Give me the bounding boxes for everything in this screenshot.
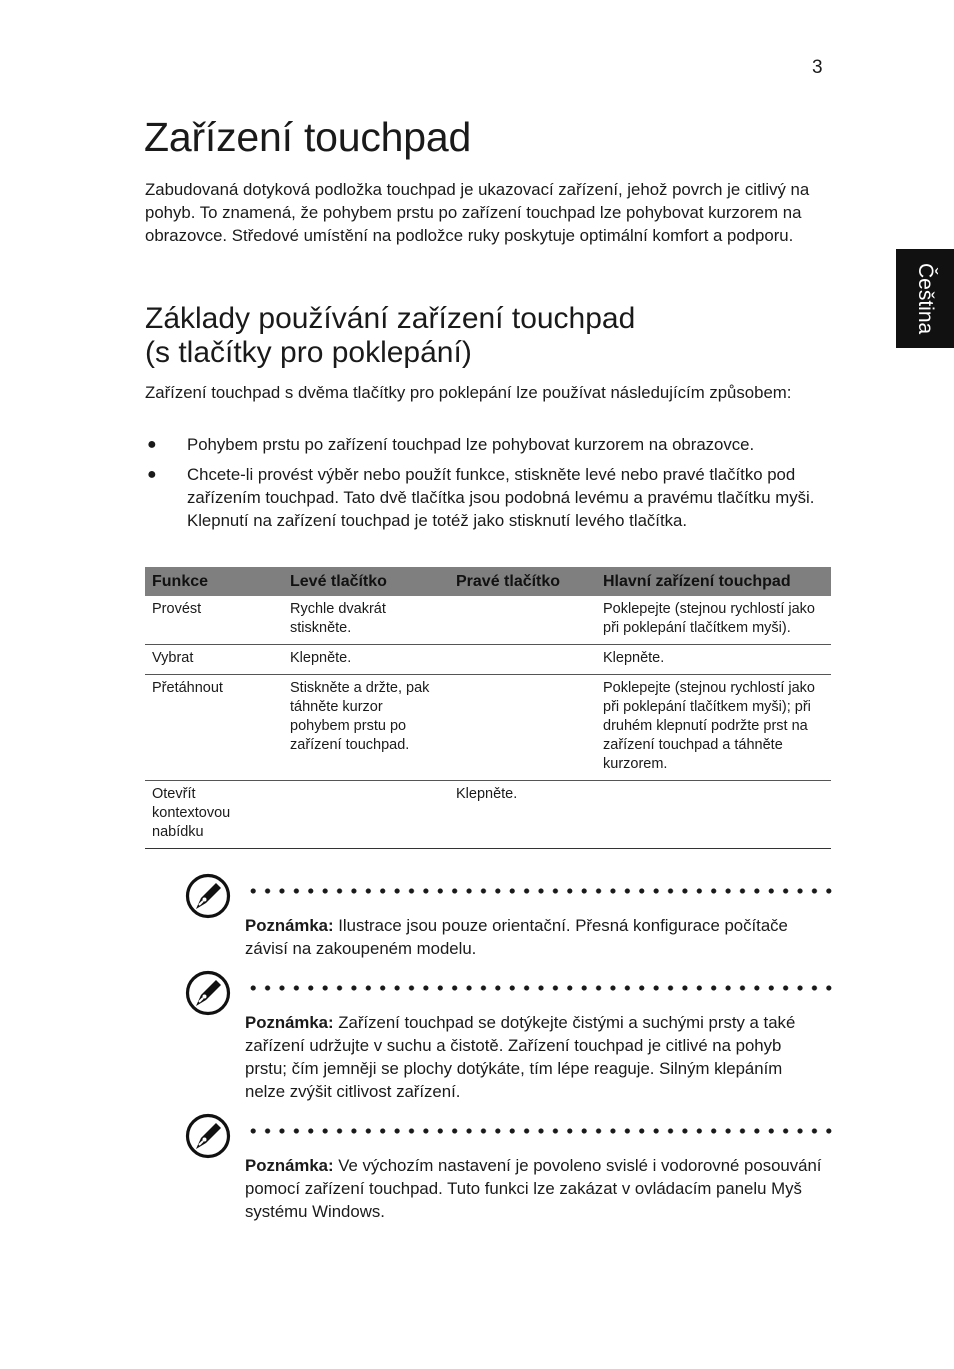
note-label: Poznámka: [245, 916, 334, 935]
note-pen-icon [184, 969, 232, 1017]
note-text [245, 1011, 825, 1103]
table-cell: Klepněte. [449, 781, 596, 849]
dotted-separator [246, 985, 832, 991]
note-text [245, 914, 825, 960]
table-cell: Poklepejte (stejnou rychlostí jako při poklepání tlačítkem myši); při druhém klepnutí podržte prst na zařízení touchpad a táhněte kurzorem. [596, 675, 831, 781]
list-item [145, 463, 835, 532]
table-cell: Stiskněte a držte, pak táhněte kurzor pohybem prstu po zařízení touchpad. [283, 675, 449, 781]
list-item-text: Pohybem prstu po zařízení touchpad lze pohybovat kurzorem na obrazovce. [187, 435, 755, 454]
list-item-text: Chcete-li provést výběr nebo použít funkce, stiskněte levé nebo pravé tlačítko pod zařízením touchpad. Tato dvě tlačítka jsou podobná levému a pravému tlačítku myši. Klepnutí na zařízení touchpad je totéž jako stisknutí levého tlačítka. [187, 465, 815, 530]
note-text [245, 1154, 825, 1223]
table-cell: Přetáhnout [145, 675, 283, 781]
note-label: Poznámka: [245, 1013, 334, 1032]
page-title: Zařízení touchpad [144, 114, 472, 160]
table-cell: Provést [145, 596, 283, 645]
table-row [145, 675, 831, 781]
bullet-list [145, 433, 835, 539]
section-heading-line2: (s tlačítky pro poklepání) [145, 336, 472, 369]
note-pen-icon [184, 872, 232, 920]
note-pen-icon [184, 1112, 232, 1160]
language-tab [896, 249, 954, 348]
note-body: Ve výchozím nastavení je povoleno svislé i vodorovné posouvání pomocí zařízení touchpad. Tuto funkci lze zakázat v ovládacím panelu Myš systému Windows. [245, 1156, 822, 1221]
function-table [145, 567, 831, 849]
column-header: Funkce [145, 567, 283, 596]
list-item [145, 433, 835, 456]
language-tab-label: Čeština [914, 262, 937, 335]
note-label: Poznámka: [245, 1156, 334, 1175]
table-row [145, 596, 831, 645]
note-body: Ilustrace jsou pouze orientační. Přesná konfigurace počítače závisí na zakoupeném modelu. [245, 916, 788, 958]
note-body: Zařízení touchpad se dotýkejte čistými a suchými prsty a také zařízení udržujte v suchu a čistotě. Zařízení touchpad je citlivé na pohyb prstu; čím jemněji se plochy dotýkáte, tím lépe reaguje. Silným klepáním nelze zvýšit citlivost zařízení. [245, 1013, 796, 1101]
table-header-row [145, 567, 831, 596]
table-cell [449, 675, 596, 781]
table-cell [596, 781, 831, 849]
table-cell: Klepněte. [596, 645, 831, 675]
dotted-separator [246, 888, 832, 894]
section-lead: Zařízení touchpad s dvěma tlačítky pro poklepání lze používat následujícím způsobem: [145, 383, 792, 402]
page-number: 3 [812, 57, 823, 78]
intro-paragraph: Zabudovaná dotyková podložka touchpad je ukazovací zařízení, jehož povrch je citlivý na pohyb. To znamená, že pohybem prstu po zařízení touchpad lze pohybovat kurzorem na obrazovce. Středové umístění na podložce ruky poskytuje optimální komfort a podporu. [145, 180, 810, 245]
table-cell [283, 781, 449, 849]
column-header: Levé tlačítko [283, 567, 449, 596]
table-cell [449, 596, 596, 645]
dotted-separator [246, 1128, 832, 1134]
table-cell: Rychle dvakrát stiskněte. [283, 596, 449, 645]
table-row [145, 781, 831, 849]
table-cell: Vybrat [145, 645, 283, 675]
table-row [145, 645, 831, 675]
bullet-icon: ● [147, 436, 157, 453]
column-header: Pravé tlačítko [449, 567, 596, 596]
table-cell: Poklepejte (stejnou rychlostí jako při poklepání tlačítkem myši). [596, 596, 831, 645]
column-header: Hlavní zařízení touchpad [596, 567, 831, 596]
bullet-icon: ● [147, 466, 157, 483]
table-cell [449, 645, 596, 675]
table-cell: Otevřít kontextovou nabídku [145, 781, 283, 849]
table-cell: Klepněte. [283, 645, 449, 675]
section-heading [145, 302, 845, 370]
section-heading-line1: Základy používání zařízení touchpad [145, 302, 636, 335]
